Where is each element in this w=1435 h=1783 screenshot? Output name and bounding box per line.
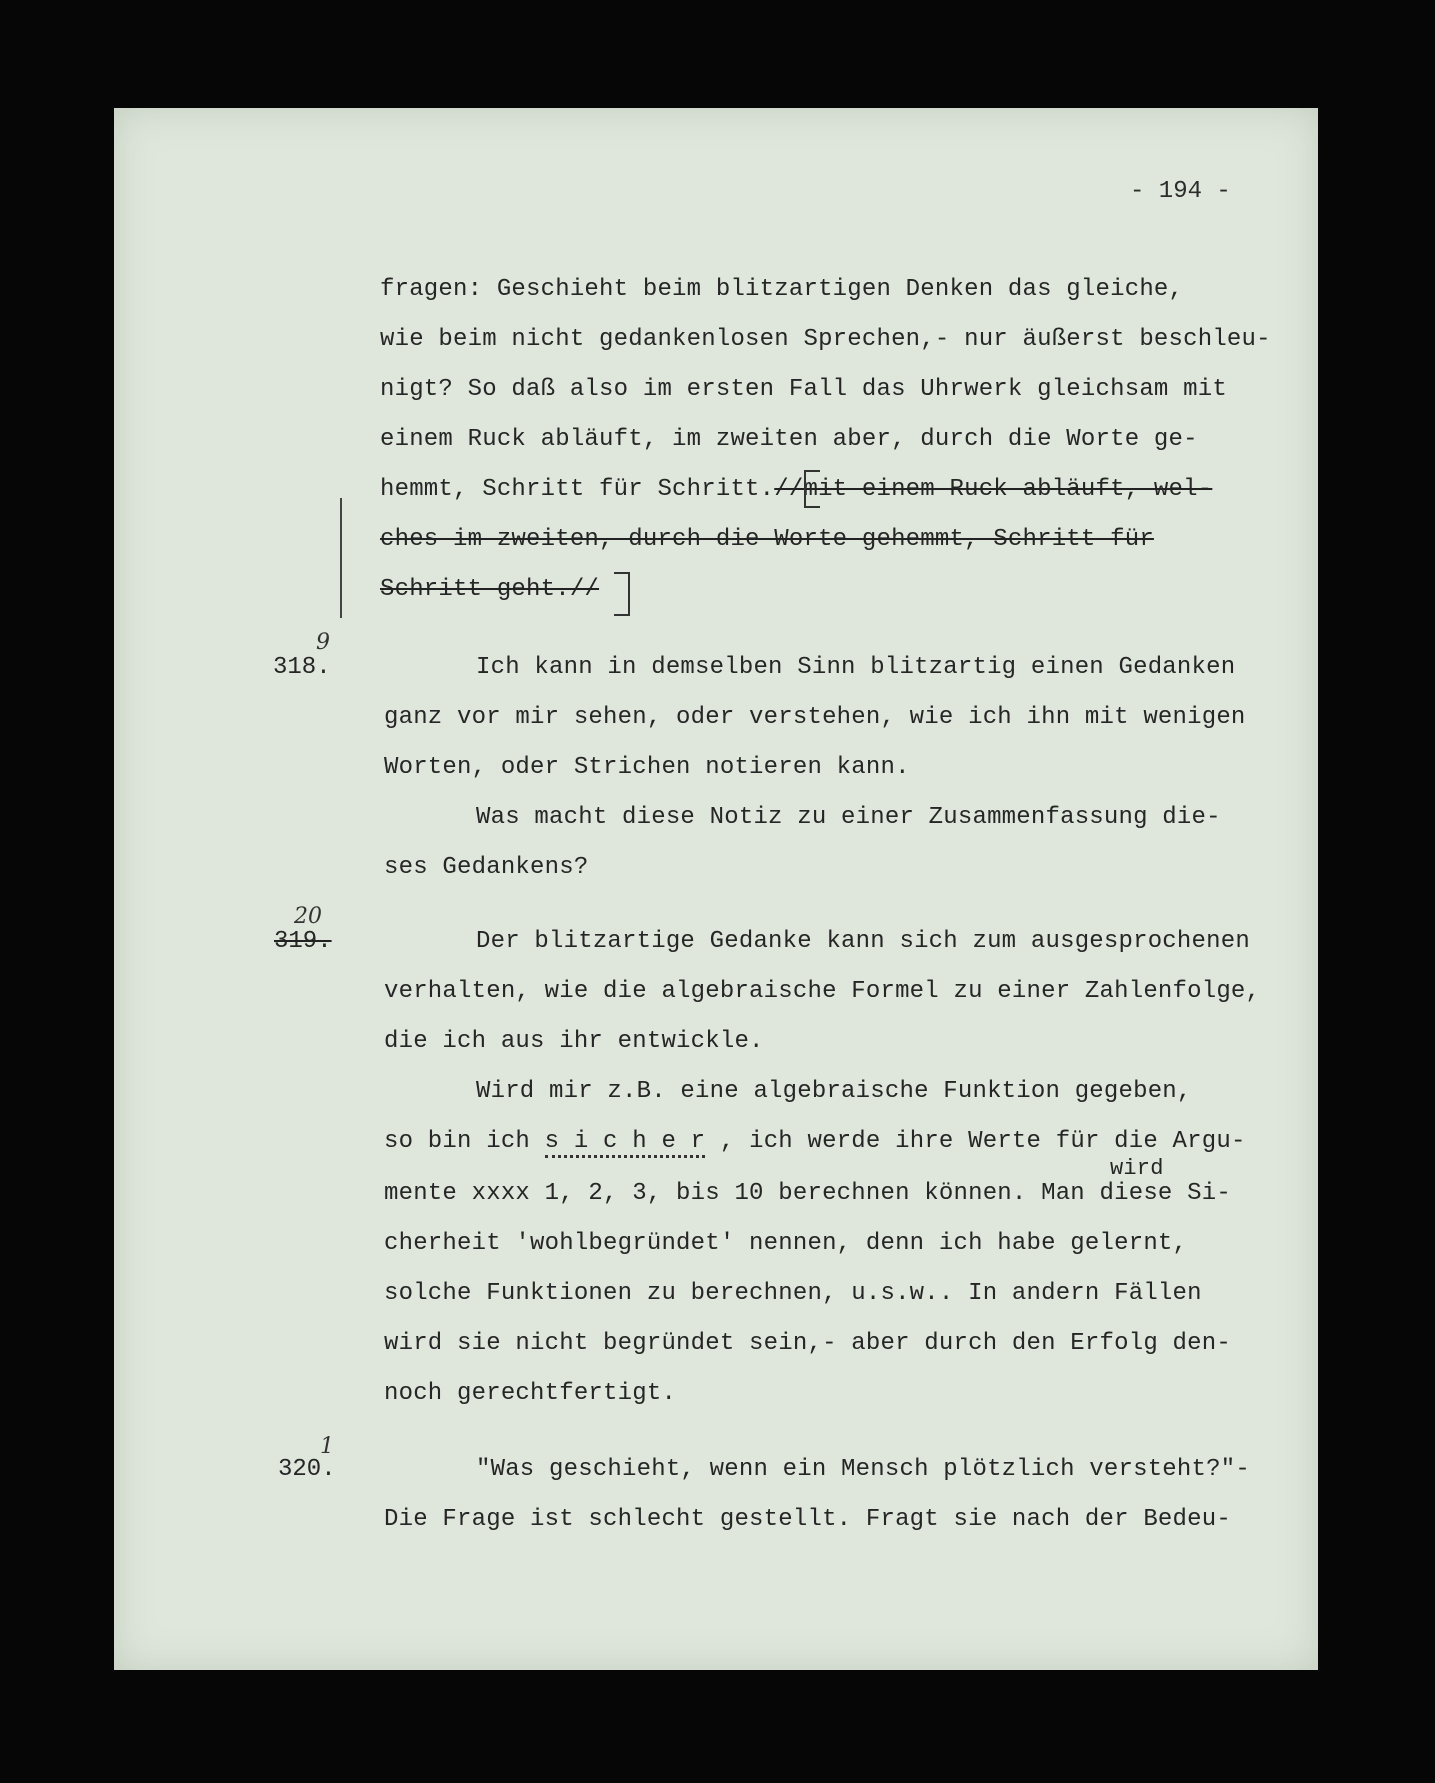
text-line: verhalten, wie die algebraische Formel zu einer Zahlenfolge, xyxy=(384,978,1261,1005)
margin-deletion-mark xyxy=(340,498,342,618)
close-bracket-mark xyxy=(614,572,630,616)
typed-insertion: wird xyxy=(1110,1156,1164,1181)
text-line: die ich aus ihr entwickle. xyxy=(384,1028,764,1055)
text-fragment: so bin ich xyxy=(384,1128,545,1155)
text-fragment: , ich werde ihre Werte für die Argu- xyxy=(705,1128,1246,1155)
text-line: Was macht diese Notiz zu einer Zusammenfassung die- xyxy=(476,804,1221,831)
text-line: Wird mir z.B. eine algebraische Funktion gegeben, xyxy=(476,1078,1192,1105)
text-line: ganz vor mir sehen, oder verstehen, wie ich ihn mit wenigen xyxy=(384,704,1246,731)
page-number: - 194 - xyxy=(1130,178,1231,205)
text-line: wie beim nicht gedankenlosen Sprechen,- nur äußerst beschleu- xyxy=(380,326,1271,353)
struck-line: ches im zweiten, durch die Worte gehemmt, Schritt für xyxy=(380,526,1154,553)
text-line: Die Frage ist schlecht gestellt. Fragt sie nach der Bedeu- xyxy=(384,1506,1231,1533)
handwritten-correction: 1 xyxy=(320,1434,334,1459)
text-line: "Was geschieht, wenn ein Mensch plötzlich versteht?"- xyxy=(476,1456,1250,1483)
emphasized-word: s i c h e r xyxy=(545,1128,706,1158)
typescript-page xyxy=(114,108,1318,1670)
kept-text: hemmt, Schritt für Schritt. xyxy=(380,476,775,503)
text-line: Der blitzartige Gedanke kann sich zum ausgesprochenen xyxy=(476,928,1250,955)
text-line-mixed xyxy=(384,1128,1246,1155)
text-line-mixed xyxy=(380,476,1212,503)
text-line: ses Gedankens? xyxy=(384,854,589,881)
remark-number: 320. xyxy=(278,1456,336,1483)
handwritten-correction: 9 xyxy=(316,630,330,655)
text-line: solche Funktionen zu berechnen, u.s.w.. In andern Fällen xyxy=(384,1280,1202,1307)
text-line: cherheit 'wohlbegründet' nennen, denn ich habe gelernt, xyxy=(384,1230,1188,1257)
text-line: wird sie nicht begründet sein,- aber durch den Erfolg den- xyxy=(384,1330,1231,1357)
text-line: fragen: Geschieht beim blitzartigen Denken das gleiche, xyxy=(380,276,1184,303)
text-line: einem Ruck abläuft, im zweiten aber, durch die Worte ge- xyxy=(380,426,1198,453)
text-line: noch gerechtfertigt. xyxy=(384,1380,677,1407)
text-line: mente xxxx 1, 2, 3, bis 10 berechnen können. Man diese Si- xyxy=(384,1180,1231,1207)
bleed-through-text xyxy=(576,88,912,407)
struck-line: Schritt geht.// xyxy=(380,576,600,603)
text-line: nigt? So daß also im ersten Fall das Uhrwerk gleichsam mit xyxy=(380,376,1227,403)
remark-number: 318. xyxy=(273,654,331,681)
struck-text: //mit einem Ruck abläuft, wel- xyxy=(774,476,1213,503)
handwritten-correction: 20 xyxy=(294,904,322,929)
open-bracket-mark xyxy=(804,470,820,508)
remark-number: 319. xyxy=(274,928,332,955)
text-line: Ich kann in demselben Sinn blitzartig einen Gedanken xyxy=(476,654,1236,681)
text-line: Worten, oder Strichen notieren kann. xyxy=(384,754,910,781)
